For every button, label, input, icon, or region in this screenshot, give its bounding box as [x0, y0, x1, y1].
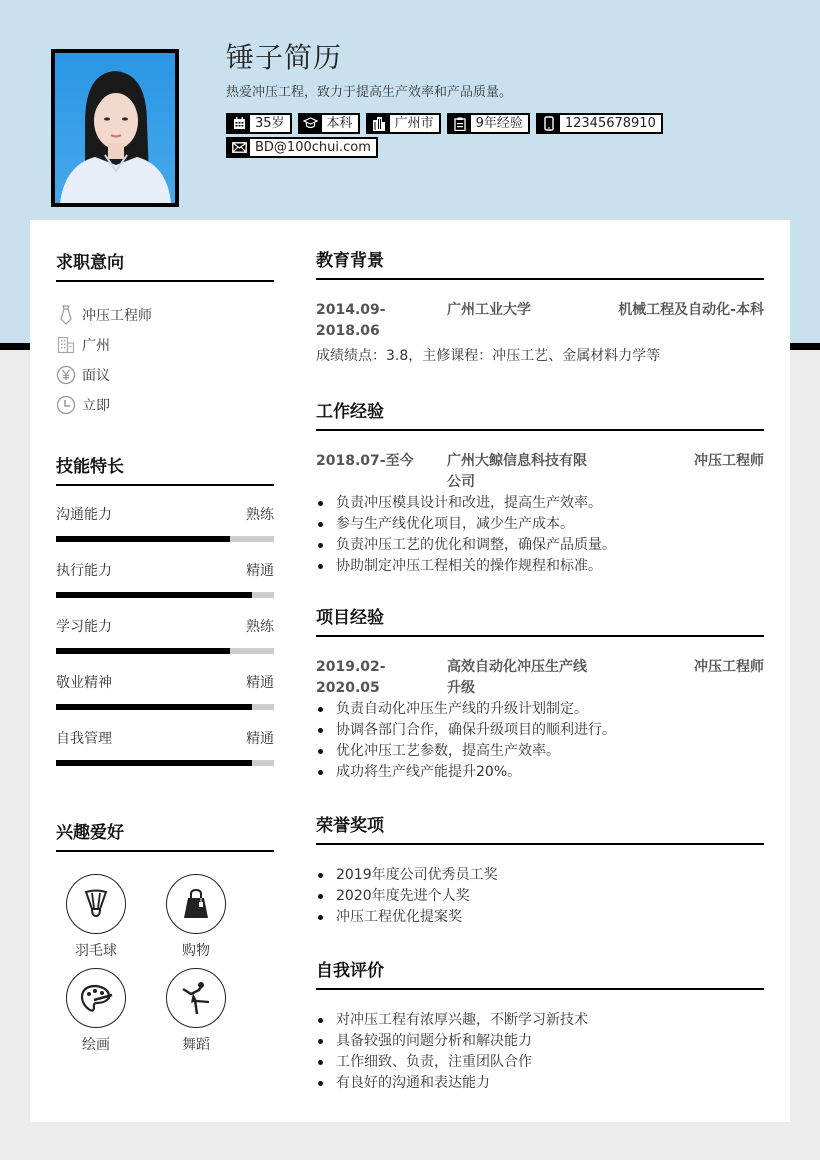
info-phone: [536, 113, 663, 134]
info-education: [298, 113, 360, 134]
skill-name: 执行能力: [56, 563, 112, 579]
project-name: 高效自动化冲压生产线升级: [447, 659, 587, 696]
work-role: 冲压工程师: [694, 453, 764, 469]
project-role: 冲压工程师: [694, 659, 764, 675]
self-eval-bullet: 工作细致、负责，注重团队合作: [316, 1052, 764, 1073]
self-eval-section: [316, 956, 764, 1094]
skill-level: 精通: [246, 675, 274, 691]
intent-section: [56, 248, 274, 420]
education-section: [316, 246, 764, 367]
intent-title: 求职意向: [56, 248, 274, 282]
hobby-label: 绘画: [82, 1037, 110, 1053]
mail-icon: [228, 139, 250, 156]
skill-item: [56, 560, 274, 598]
skill-level: 精通: [246, 563, 274, 579]
work-entry-head: [316, 451, 764, 493]
calendar-icon: [228, 115, 250, 132]
dancer-icon: [166, 968, 226, 1028]
work-bullet: 负责冲压工艺的优化和调整，确保产品质量。: [316, 535, 764, 556]
profile-photo: [51, 49, 179, 207]
hobby-label: 羽毛球: [75, 943, 117, 959]
work-company: 广州大鲸信息科技有限公司: [447, 453, 587, 490]
skill-level: 熟练: [246, 619, 274, 635]
education-desc: 成绩绩点：3.8，主修课程：冲压工艺、金属材料力学等: [316, 348, 661, 364]
intent-salary-text: 面议: [82, 368, 110, 384]
project-title: 项目经验: [316, 603, 764, 637]
project-bullet: 成功将生产线产能提升20%。: [316, 762, 764, 783]
yen-icon: [56, 365, 76, 385]
work-title: 工作经验: [316, 397, 764, 431]
tie-icon: [56, 305, 76, 325]
skill-bar-fill: [56, 592, 252, 598]
basic-info-list: [226, 113, 686, 158]
skill-bar: [56, 648, 274, 654]
education-entry-head: [316, 300, 764, 342]
hobby-label: 购物: [182, 943, 210, 959]
intent-availability: [56, 390, 274, 420]
info-education-text: 本科: [322, 115, 358, 132]
awards-title: 荣誉奖项: [316, 811, 764, 845]
skill-item: [56, 672, 274, 710]
skill-name: 自我管理: [56, 731, 112, 747]
self-eval-title: 自我评价: [316, 956, 764, 990]
hobby-badminton: [66, 874, 126, 960]
hobby-label: 舞蹈: [182, 1037, 210, 1053]
hobby-dance: [166, 968, 226, 1054]
awards-bullets: [316, 865, 764, 928]
info-email-text: BD@100chui.com: [250, 139, 376, 156]
skill-item: [56, 728, 274, 766]
education-date: 2014.09-2018.06: [316, 302, 386, 339]
info-age: [226, 113, 292, 134]
hobbies-title: 兴趣爱好: [56, 818, 274, 852]
project-bullet: 负责自动化冲压生产线的升级计划制定。: [316, 699, 764, 720]
work-bullet: 协助制定冲压工程相关的操作规程和标准。: [316, 556, 764, 577]
intent-list: [56, 300, 274, 420]
palette-icon: [66, 968, 126, 1028]
skill-name: 沟通能力: [56, 507, 112, 523]
shopping-bag-icon: [166, 874, 226, 934]
skills-title: 技能特长: [56, 452, 274, 486]
info-city-text: 广州市: [390, 115, 439, 132]
skill-bar: [56, 760, 274, 766]
skill-bar-fill: [56, 648, 230, 654]
resume-body-card: [30, 220, 790, 1122]
self-eval-bullet: 有良好的沟通和表达能力: [316, 1073, 764, 1094]
skill-item: [56, 616, 274, 654]
info-phone-text: 12345678910: [560, 115, 661, 132]
work-bullet: 负责冲压模具设计和改进，提高生产效率。: [316, 493, 764, 514]
project-section: [316, 603, 764, 783]
skill-name: 学习能力: [56, 619, 112, 635]
info-age-text: 35岁: [250, 115, 290, 132]
work-section: [316, 397, 764, 577]
hobbies-grid: [66, 874, 274, 1054]
info-experience-text: 9年经验: [471, 115, 528, 132]
self-eval-bullet: 对冲压工程有浓厚兴趣，不断学习新技术: [316, 1010, 764, 1031]
left-column: [56, 220, 274, 1054]
work-date: 2018.07-至今: [316, 453, 414, 469]
project-bullet: 协调各部门合作，确保升级项目的顺利进行。: [316, 720, 764, 741]
intent-city-text: 广州: [82, 338, 110, 354]
education-title: 教育背景: [316, 246, 764, 280]
skill-bar: [56, 592, 274, 598]
hobbies-section: [56, 818, 274, 1054]
city-icon: [56, 335, 76, 355]
right-column: [316, 220, 764, 1094]
work-bullets: [316, 493, 764, 577]
resume-motto: 热爱冲压工程，致力于提高生产效率和产品质量。: [226, 85, 513, 100]
hobby-shopping: [166, 874, 226, 960]
skill-item: [56, 504, 274, 542]
project-bullet: 优化冲压工艺参数，提高生产效率。: [316, 741, 764, 762]
info-experience: [447, 113, 530, 134]
badminton-icon: [66, 874, 126, 934]
skill-level: 熟练: [246, 507, 274, 523]
project-date: 2019.02-2020.05: [316, 659, 386, 696]
clock-icon: [56, 395, 76, 415]
work-bullet: 参与生产线优化项目，减少生产成本。: [316, 514, 764, 535]
intent-availability-text: 立即: [82, 398, 110, 414]
info-city: [366, 113, 441, 134]
skill-bar: [56, 704, 274, 710]
project-bullets: [316, 699, 764, 783]
award-bullet: 2020年度先进个人奖: [316, 886, 764, 907]
education-major: 机械工程及自动化-本科: [618, 302, 764, 318]
skills-section: [56, 452, 274, 766]
self-eval-bullets: [316, 1010, 764, 1094]
skill-bar: [56, 536, 274, 542]
graduation-cap-icon: [300, 115, 322, 132]
project-entry-head: [316, 657, 764, 699]
info-email: [226, 137, 378, 158]
education-school: 广州工业大学: [447, 302, 531, 318]
skill-level: 精通: [246, 731, 274, 747]
resume-name: 锤子简历: [226, 41, 343, 74]
award-bullet: 2019年度公司优秀员工奖: [316, 865, 764, 886]
clipboard-icon: [449, 115, 471, 132]
building-icon: [368, 115, 390, 132]
intent-position-text: 冲压工程师: [82, 308, 152, 324]
self-eval-bullet: 具备较强的问题分析和解决能力: [316, 1031, 764, 1052]
awards-section: [316, 811, 764, 928]
phone-icon: [538, 115, 560, 132]
award-bullet: 冲压工程优化提案奖: [316, 907, 764, 928]
skill-bar-fill: [56, 536, 230, 542]
skill-name: 敬业精神: [56, 675, 112, 691]
skill-bar-fill: [56, 760, 252, 766]
hobby-painting: [66, 968, 126, 1054]
skill-bar-fill: [56, 704, 252, 710]
intent-salary: [56, 360, 274, 390]
intent-city: [56, 330, 274, 360]
intent-position: [56, 300, 274, 330]
